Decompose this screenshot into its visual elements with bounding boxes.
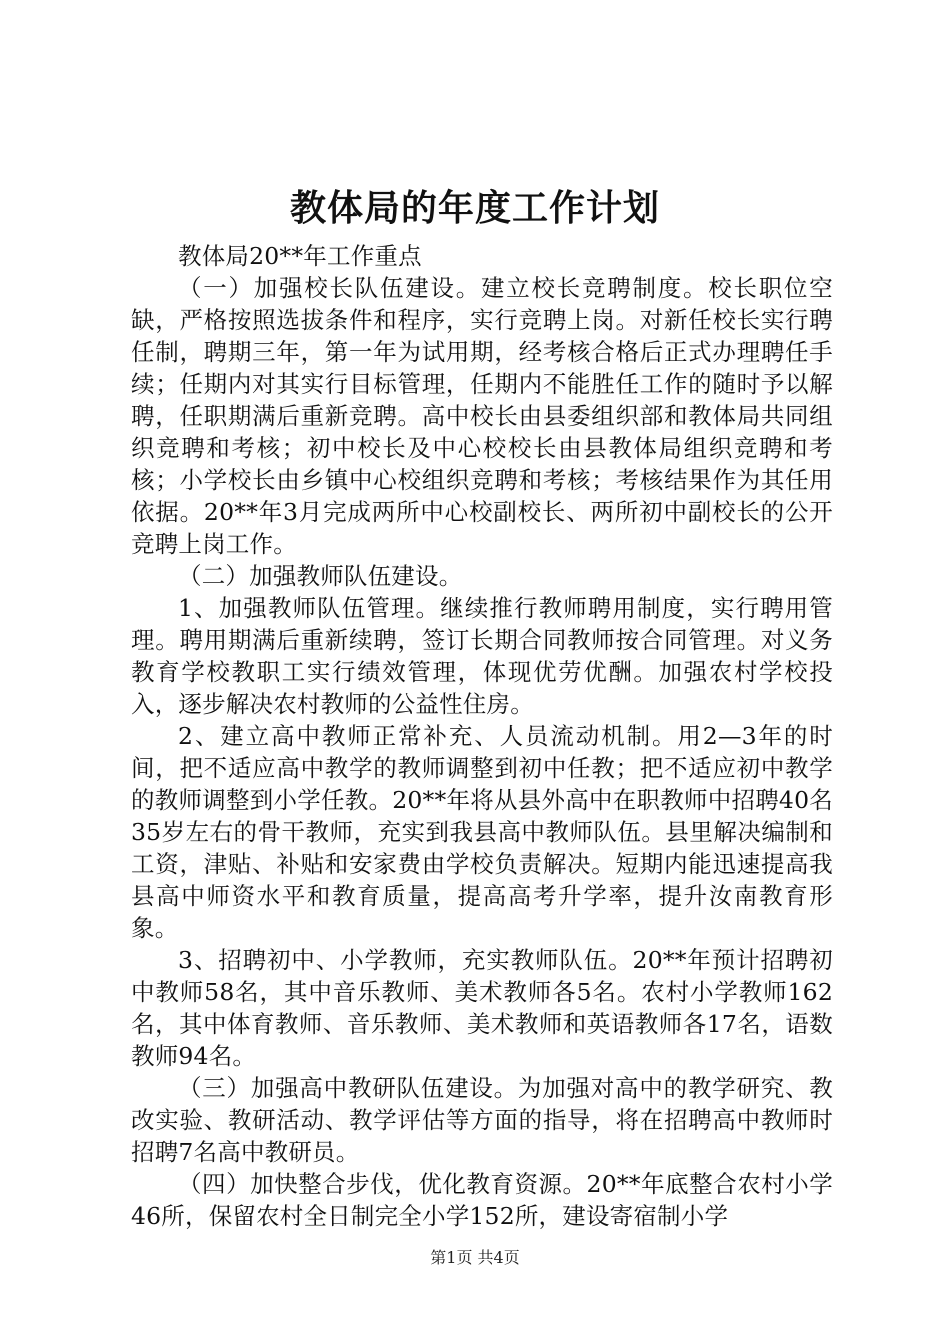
paragraph-high-school-teachers: 2、建立高中教师正常补充、人员流动机制。用2—3年的时间，把不适应高中教学的教师调整到初中任教；把不适应初中教学的教师调整到小学任教。20**年将从县外高中在职教师中招聘40名35岁左右的骨干教师，充实到我县高中教师队伍。县里解决编制和工资，津贴、补贴和安家费由学校负责解决。短期内能迅速提高我县高中师资水平和教育质量，提高高考升学率，提升汝南教育形象。	[131, 722, 833, 942]
page-number-footer: 第1页 共4页	[430, 1248, 520, 1267]
paragraph-teacher-recruitment: 3、招聘初中、小学教师，充实教师队伍。20**年预计招聘初中教师58名，其中音乐教师、美术教师各5名。农村小学教师162名，其中体育教师、音乐教师、美术教师和英语教师各17名，语数教师94名。	[131, 946, 833, 1070]
paragraph-research-team: （三）加强高中教研队伍建设。为加强对高中的教学研究、教改实验、教研活动、教学评估等方面的指导，将在招聘高中教师时招聘7名高中教研员。	[131, 1074, 833, 1166]
paragraph-teacher-team-heading: （二）加强教师队伍建设。	[178, 562, 463, 590]
section-heading: 教体局20**年工作重点	[178, 242, 422, 270]
document-body	[131, 240, 833, 1232]
paragraph-principal-team: （一）加强校长队伍建设。建立校长竞聘制度。校长职位空缺，严格按照选拔条件和程序，实行竞聘上岗。对新任校长实行聘任制，聘期三年，第一年为试用期，经考核合格后正式办理聘任手续；任期内对其实行目标管理，任期内不能胜任工作的随时予以解聘，任职期满后重新竞聘。高中校长由县委组织部和教体局共同组织竞聘和考核；初中校长及中心校校长由县教体局组织竞聘和考核；小学校长由乡镇中心校组织竞聘和考核；考核结果作为其任用依据。20**年3月完成两所中心校副校长、两所初中副校长的公开竞聘上岗工作。	[131, 274, 833, 558]
document-title: 教体局的年度工作计划	[289, 187, 660, 229]
paragraph-resource-integration: （四）加快整合步伐，优化教育资源。20**年底整合农村小学46所，保留农村全日制完全小学152所，建设寄宿制小学	[131, 1170, 833, 1230]
paragraph-teacher-management: 1、加强教师队伍管理。继续推行教师聘用制度，实行聘用管理。聘用期满后重新续聘，签订长期合同教师按合同管理。对义务教育学校教职工实行绩效管理，体现优劳优酬。加强农村学校投入，逐步解决农村教师的公益性住房。	[131, 594, 833, 718]
